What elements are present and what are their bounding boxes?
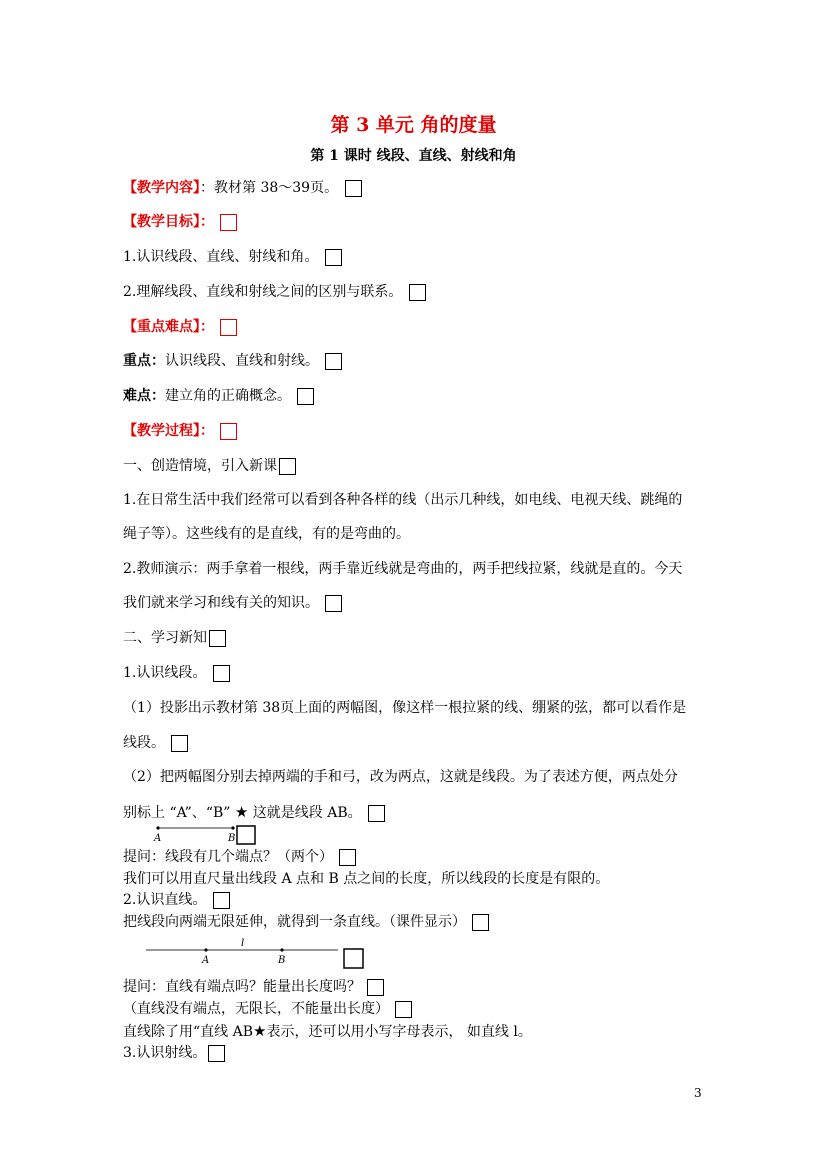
label-b: B (228, 833, 236, 844)
lesson-title: 第 1 课时 线段、直线、射线和角 (310, 148, 517, 164)
paragraph-line (123, 733, 188, 753)
question-line (123, 847, 356, 867)
point-b (280, 948, 283, 951)
difficulty-label: 难点： (123, 388, 165, 404)
checkbox[interactable] (345, 180, 362, 197)
segment-diagram (150, 824, 265, 848)
process-label: 【教学过程】 (123, 423, 200, 439)
keypoints-label: 【重点难点】 (123, 319, 200, 335)
line-diagram (140, 936, 370, 972)
checkbox[interactable] (213, 665, 230, 682)
paragraph-line: 绳子等）。这些线有的是直线，有的是弯曲的。 (123, 526, 410, 542)
question-text: 提问：线段有几个端点？（两个） (123, 849, 333, 865)
checkbox[interactable] (395, 1001, 412, 1018)
checkbox[interactable] (325, 595, 342, 612)
checkbox[interactable] (237, 826, 255, 844)
checkbox[interactable] (344, 949, 363, 968)
content-label: 【教学内容】 (123, 180, 200, 196)
checkbox[interactable] (472, 914, 489, 931)
process-colon: ： (200, 423, 214, 439)
goals-label: 【教学目标】 (123, 214, 200, 230)
point-b (231, 826, 234, 829)
checkbox[interactable] (208, 1045, 225, 1062)
paragraph-text: 直线除了用“直线 AB (123, 1024, 254, 1040)
paragraph-line (123, 802, 385, 823)
checkbox[interactable] (409, 284, 426, 301)
answer-line (123, 999, 412, 1019)
content-text: ：教材第 38～39页。 (200, 180, 339, 196)
point-a (156, 826, 159, 829)
section2-title (123, 890, 230, 910)
paragraph-text: 表示，还可以用小写字母表示， 如直线 l。 (266, 1024, 532, 1040)
part1-text: 一、创造情境，引入新课 (123, 458, 277, 474)
part2-text: 二、学习新知 (123, 630, 207, 646)
checkbox[interactable] (220, 423, 237, 440)
paragraph-line: 2.教师演示：两手拿着一根线，两手靠近线就是弯曲的，两手把线拉紧，线就是直的。今天 (123, 561, 683, 577)
paragraph-text: 这就是线段 AB。 (252, 805, 362, 821)
unit-title: 第 3 单元 角的度量 (330, 114, 497, 136)
paragraph-text: 把线段向两端无限延伸，就得到一条直线。（课件显示） (123, 914, 466, 930)
star-icon: ★ (253, 1022, 267, 1040)
label-a: A (202, 955, 210, 966)
paragraph-line (123, 1021, 532, 1042)
section1-title (123, 663, 230, 683)
goal-item (123, 247, 342, 267)
paragraph-text: 线段。 (123, 735, 165, 751)
paragraph-line: 1.在日常生活中我们经常可以看到各种各样的线（出示几种线，如电线、电视天线、跳绳的 (123, 492, 683, 508)
question-line (123, 977, 384, 997)
label-b: B (278, 955, 286, 966)
goals-heading (123, 212, 237, 232)
star-icon: ★ (234, 803, 249, 821)
checkbox[interactable] (209, 630, 226, 647)
section3-text: 3.认识射线。 (123, 1045, 207, 1061)
goals-colon: ： (200, 214, 214, 230)
part1-title (123, 456, 296, 476)
paragraph-text: 我们就来学习和线有关的知识。 (123, 595, 319, 611)
page-number: 3 (694, 1086, 702, 1100)
checkbox[interactable] (297, 388, 314, 405)
answer-text: （直线没有端点，无限长，不能量出长度） (123, 1001, 389, 1017)
goal-item (123, 282, 426, 302)
section2-text: 2.认识直线。 (123, 892, 207, 908)
label-l: l (241, 938, 245, 949)
paragraph-text: 别标上 “A”、“B” (123, 805, 231, 821)
checkbox[interactable] (220, 319, 237, 336)
key-text: 认识线段、直线和射线。 (165, 353, 319, 369)
part2-title (123, 628, 226, 648)
content-line (123, 178, 362, 198)
section1-text: 1.认识线段。 (123, 665, 207, 681)
checkbox[interactable] (325, 249, 342, 266)
checkbox[interactable] (220, 214, 237, 231)
goal-text: 2.理解线段、直线和射线之间的区别与联系。 (123, 284, 403, 300)
paragraph-line: 我们可以用直尺量出线段 A 点和 B 点之间的长度，所以线段的长度是有限的。 (123, 871, 610, 887)
paragraph-line: （1）投影出示教材第 38页上面的两幅图，像这样一根拉紧的线、绷紧的弦，都可以看作是 (123, 700, 687, 716)
keypoints-colon: ： (200, 319, 214, 335)
difficulty-text: 建立角的正确概念。 (165, 388, 291, 404)
point-a (204, 948, 207, 951)
paragraph-line: （2）把两幅图分别去掉两端的手和弓，改为两点，这就是线段。为了表述方便，两点处分 (123, 769, 678, 785)
process-heading (123, 421, 237, 441)
label-a: A (154, 833, 162, 844)
checkbox[interactable] (171, 735, 188, 752)
section3-title (123, 1043, 225, 1063)
checkbox[interactable] (368, 805, 385, 822)
checkbox[interactable] (367, 979, 384, 996)
keypoint-line (123, 351, 342, 371)
keypoints-heading (123, 317, 237, 337)
checkbox[interactable] (339, 849, 356, 866)
paragraph-line (123, 912, 489, 932)
paragraph-line (123, 593, 342, 613)
question-text: 提问：直线有端点吗？能量出长度吗？ (123, 979, 361, 995)
checkbox[interactable] (325, 353, 342, 370)
key-label: 重点： (123, 353, 165, 369)
difficulty-line (123, 386, 314, 406)
goal-text: 1.认识线段、直线、射线和角。 (123, 249, 319, 265)
checkbox[interactable] (213, 892, 230, 909)
checkbox[interactable] (279, 458, 296, 475)
